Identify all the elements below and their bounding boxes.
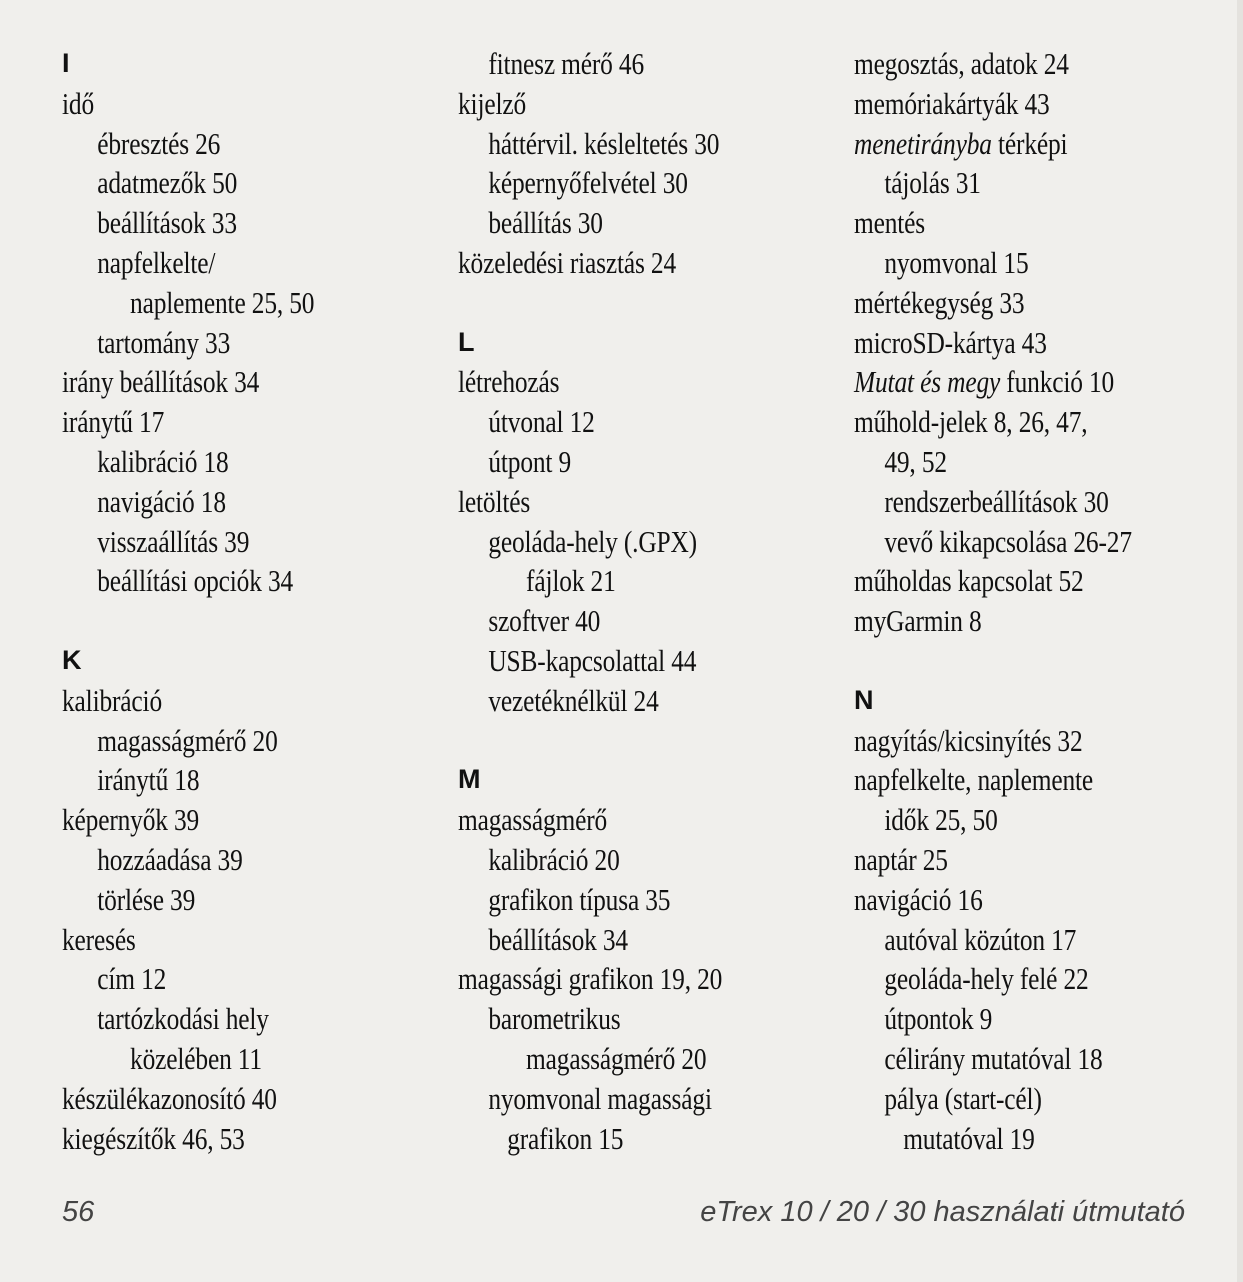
index-subentry: barometrikus — [488, 1001, 621, 1037]
index-entry-continued: 49, 52 — [884, 443, 947, 479]
index-entry: közeledési riasztás 24 — [458, 244, 677, 280]
index-subentry: geoláda-hely felé 22 — [884, 961, 1089, 997]
index-subentry: kalibráció 20 — [488, 841, 620, 877]
index-subentry: útpontok 9 — [884, 1001, 993, 1037]
index-subentry: fitnesz mérő 46 — [488, 46, 644, 81]
manual-title: eTrex 10 / 20 / 30 használati útmutató — [700, 1196, 1185, 1228]
page-number: 56 — [62, 1196, 95, 1228]
index-entry: képernyők 39 — [62, 802, 200, 838]
index-subentry: célirány mutatóval 18 — [884, 1040, 1103, 1076]
index-entry: kalibráció — [62, 682, 163, 718]
index-entry-text: funkció 10 — [1000, 364, 1115, 400]
index-subentry: vevő kikapcsolása 26-27 — [884, 523, 1132, 559]
index-entry-continued: idők 25, 50 — [884, 802, 998, 838]
index-entry: navigáció 16 — [854, 881, 983, 917]
index-subentry: magasságmérő 20 — [97, 722, 278, 758]
index-subentry: navigáció 18 — [97, 483, 226, 519]
index-subentry: autóval közúton 17 — [884, 921, 1077, 957]
page-edge — [1237, 0, 1243, 1282]
index-column-1 — [62, 44, 442, 1158]
index-entry: naptár 25 — [854, 841, 948, 877]
index-subentry: szoftver 40 — [488, 603, 601, 639]
index-entry: nagyítás/kicsinyítés 32 — [854, 722, 1083, 758]
index-subentry: vezetéknélkül 24 — [488, 682, 659, 718]
italic-term: Mutat és megy — [854, 364, 1001, 400]
index-entry: idő — [62, 85, 94, 121]
index-entry: műhold-jelek 8, 26, 47, — [854, 404, 1088, 440]
section-heading-l: L — [458, 326, 475, 357]
index-column-2 — [458, 44, 838, 1158]
section-heading-i: I — [62, 48, 70, 78]
index-subentry: képernyőfelvétel 30 — [488, 165, 688, 201]
index-subentry: nyomvonal 15 — [884, 244, 1029, 280]
index-subentry: USB-kapcsolattal 44 — [488, 642, 697, 678]
section-heading-k: K — [62, 644, 82, 675]
index-subentry: útvonal 12 — [488, 404, 595, 440]
section-heading-m: M — [458, 764, 481, 795]
index-subentry: kalibráció 18 — [97, 443, 229, 479]
index-subentry-continued: fájlok 21 — [526, 563, 616, 599]
index-subentry: geoláda-hely (.GPX) — [488, 523, 697, 559]
index-entry: készülékazonosító 40 — [62, 1080, 277, 1116]
index-subentry: cím 12 — [97, 961, 167, 997]
index-entry: megosztás, adatok 24 — [854, 46, 1069, 81]
index-subentry: tartomány 33 — [97, 324, 231, 360]
index-entry: kijelző — [458, 85, 527, 121]
index-subentry: ébresztés 26 — [97, 125, 221, 161]
index-subentry: tájolás 31 — [884, 165, 981, 201]
index-subentry: grafikon típusa 35 — [488, 881, 671, 917]
index-subentry: beállítási opciók 34 — [97, 563, 294, 599]
index-subentry: beállítások 33 — [97, 205, 237, 241]
index-entry: keresés — [62, 921, 136, 957]
index-subentry: nyomvonal magassági — [488, 1080, 712, 1116]
index-subentry: pálya (start-cél) — [884, 1080, 1042, 1116]
index-entry: letöltés — [458, 483, 531, 519]
index-entry: létrehozás — [458, 364, 560, 400]
index-entry — [854, 362, 1170, 402]
index-subentry: hozzáadása 39 — [97, 841, 243, 877]
index-entry: műholdas kapcsolat 52 — [854, 563, 1084, 599]
index-entry: magassági grafikon 19, 20 — [458, 961, 723, 997]
index-subentry: napfelkelte/ — [97, 244, 216, 280]
index-entry — [854, 124, 1170, 164]
index-subentry: beállítás 30 — [488, 205, 603, 241]
index-subentry: iránytű 18 — [97, 762, 200, 798]
index-entry: myGarmin 8 — [854, 603, 982, 639]
index-subentry: rendszerbeállítások 30 — [884, 483, 1109, 519]
index-entry: magasságmérő — [458, 802, 608, 838]
index-entry: irány beállítások 34 — [62, 364, 260, 400]
index-subentry: adatmezők 50 — [97, 165, 238, 201]
index-subentry: visszaállítás 39 — [97, 523, 250, 559]
section-heading-n: N — [854, 684, 874, 715]
index-subentry-continued: mutatóval 19 — [903, 1120, 1035, 1156]
index-entry: memóriakártyák 43 — [854, 85, 1050, 121]
index-subentry: beállítások 34 — [488, 921, 628, 957]
index-subentry: törlése 39 — [97, 881, 196, 917]
index-entry: iránytű 17 — [62, 404, 165, 440]
index-subentry-continued: grafikon 15 — [507, 1120, 624, 1156]
index-subentry: tartózkodási hely — [97, 1001, 269, 1037]
index-subentry: háttérvil. késleltetés 30 — [488, 125, 720, 161]
index-subentry-continued: magasságmérő 20 — [526, 1040, 707, 1076]
index-entry-text: térképi — [991, 125, 1068, 161]
index-subentry-continued: naplemente 25, 50 — [130, 284, 315, 320]
index-entry: mentés — [854, 205, 926, 241]
index-entry: kiegészítők 46, 53 — [62, 1120, 245, 1156]
index-entry: microSD-kártya 43 — [854, 324, 1047, 360]
index-column-3 — [854, 44, 1239, 1158]
index-subentry: útpont 9 — [488, 443, 572, 479]
index-subentry-continued: közelében 11 — [130, 1040, 262, 1076]
index-entry: napfelkelte, naplemente — [854, 762, 1094, 798]
index-entry: mértékegység 33 — [854, 284, 1025, 320]
italic-term: menetirányba — [854, 125, 992, 161]
